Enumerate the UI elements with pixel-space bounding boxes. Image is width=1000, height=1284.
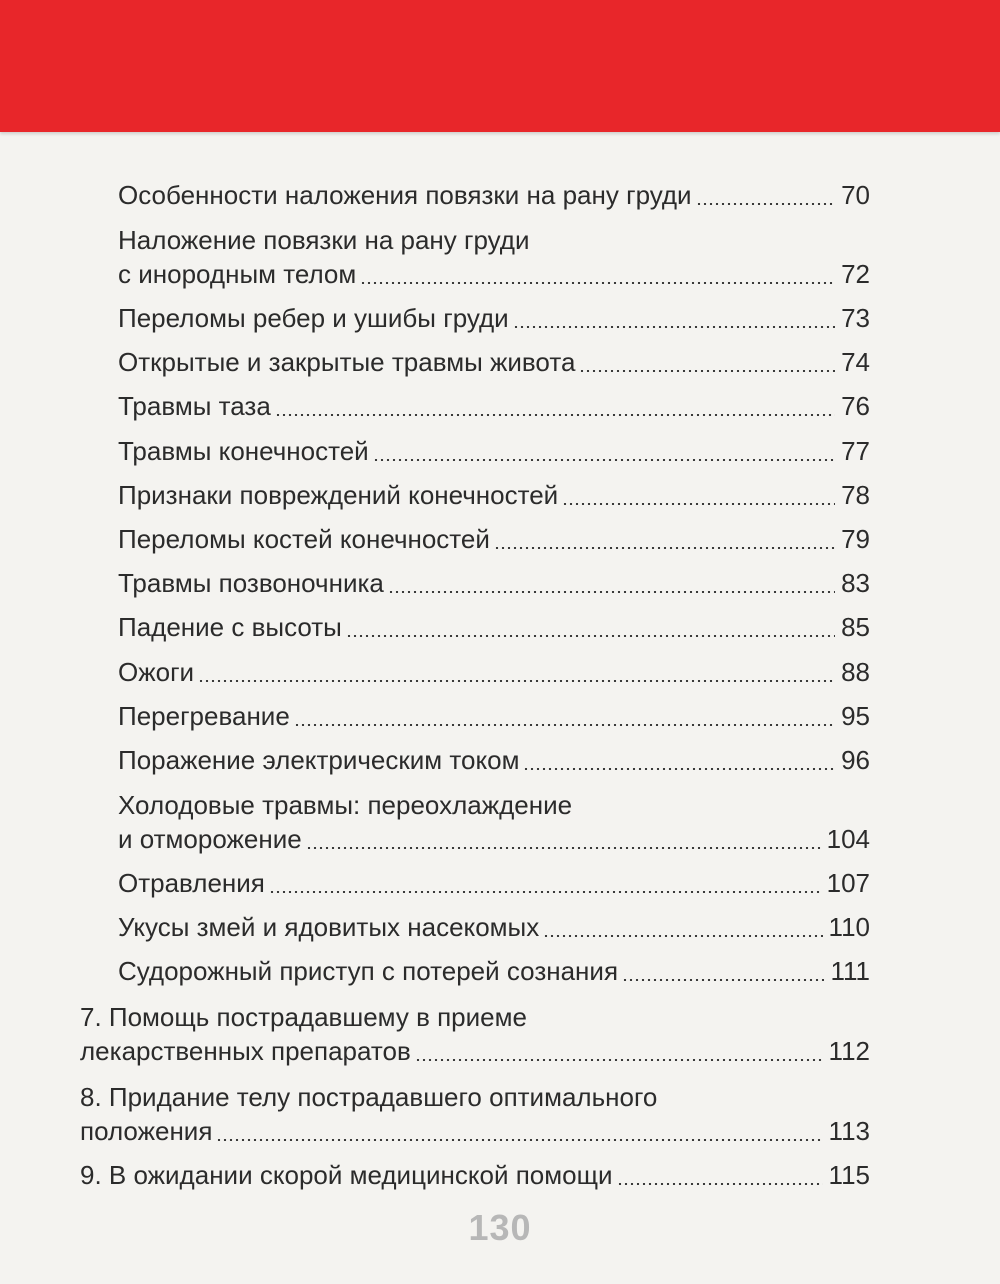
toc-entry[interactable] xyxy=(118,303,870,337)
dot-leader xyxy=(373,459,835,461)
toc-entry-page: 77 xyxy=(841,436,870,466)
toc-entry[interactable] xyxy=(118,524,870,558)
toc-chapter-title: 8. Придание телу пострадавшего оптимального xyxy=(80,1082,658,1112)
toc-entry-title-cont: с инородным телом xyxy=(118,259,357,289)
toc-entry-title: Укусы змей и ядовитых насекомых xyxy=(118,912,540,942)
toc-chapter[interactable] xyxy=(80,1036,870,1070)
toc-entry-title: Переломы костей конечностей xyxy=(118,524,490,554)
dot-leader xyxy=(617,1183,823,1185)
toc-entry-title: Падение с высоты xyxy=(118,612,342,642)
toc-chapter-line1[interactable] xyxy=(80,1082,870,1116)
toc-entry[interactable] xyxy=(118,259,870,293)
toc-entry-page: 74 xyxy=(841,347,870,377)
toc-entry-page: 85 xyxy=(841,612,870,642)
dot-leader xyxy=(388,591,835,593)
toc-entry-title: Травмы таза xyxy=(118,391,271,421)
toc-entry[interactable] xyxy=(118,180,870,214)
toc-entry-title: Признаки повреждений конечностей xyxy=(118,480,559,510)
dot-leader xyxy=(622,979,824,981)
toc-entry-page: 96 xyxy=(841,745,870,775)
dot-leader xyxy=(415,1059,823,1061)
dot-leader xyxy=(306,847,821,849)
toc-entry-title: Перегревание xyxy=(118,701,290,731)
dot-leader xyxy=(346,635,835,637)
toc-chapter[interactable] xyxy=(80,1116,870,1150)
toc-entry[interactable] xyxy=(118,391,870,425)
toc-entry[interactable] xyxy=(118,612,870,646)
toc-entry-page: 110 xyxy=(828,912,870,942)
toc-entry-page: 88 xyxy=(841,657,870,687)
dot-leader xyxy=(696,203,836,205)
toc-entry-title: Судорожный приступ с потерей сознания xyxy=(118,956,619,986)
toc-entry[interactable] xyxy=(118,912,870,946)
toc-entry[interactable] xyxy=(118,868,870,902)
dot-leader xyxy=(543,935,822,937)
toc-chapter-title-cont: положения xyxy=(80,1116,213,1146)
toc-entry-title: Наложение повязки на рану груди xyxy=(118,225,530,255)
toc-entry-page: 78 xyxy=(841,480,870,510)
toc-entry-title: Ожоги xyxy=(118,657,195,687)
toc-entry-title: Особенности наложения повязки на рану груди xyxy=(118,180,692,210)
toc-entry-title: Отравления xyxy=(118,868,265,898)
toc-entry-title: Холодовые травмы: переохлаждение xyxy=(118,790,573,820)
dot-leader xyxy=(494,547,835,549)
toc-chapter-page: 112 xyxy=(828,1036,870,1066)
toc-entry-page: 95 xyxy=(841,701,870,731)
toc-entry-page: 73 xyxy=(841,303,870,333)
dot-leader xyxy=(216,1139,822,1141)
dot-leader xyxy=(513,326,835,328)
toc-entry[interactable] xyxy=(118,657,870,691)
toc-entry-line1[interactable] xyxy=(118,790,870,824)
dot-leader xyxy=(269,891,821,893)
red-header-band xyxy=(0,0,1000,132)
toc-entry-page: 111 xyxy=(830,956,870,986)
dot-leader xyxy=(294,724,835,726)
toc-entry[interactable] xyxy=(118,480,870,514)
toc-entry-title: Травмы конечностей xyxy=(118,436,369,466)
toc-entry[interactable] xyxy=(118,701,870,735)
dot-leader xyxy=(523,768,835,770)
toc-entry-title: Поражение электрическим током xyxy=(118,745,520,775)
toc-entry-page: 104 xyxy=(826,824,870,854)
dot-leader xyxy=(562,503,835,505)
toc-entry-title-cont: и отморожение xyxy=(118,824,302,854)
toc-entry-title: Переломы ребер и ушибы груди xyxy=(118,303,509,333)
toc-entry[interactable] xyxy=(118,436,870,470)
toc-entry-line1[interactable] xyxy=(118,225,870,259)
dot-leader xyxy=(579,370,835,372)
toc-entry-page: 83 xyxy=(841,568,870,598)
toc-entry-page: 79 xyxy=(841,524,870,554)
toc-chapter-page: 115 xyxy=(828,1160,870,1190)
toc-chapter-line1[interactable] xyxy=(80,1002,870,1036)
toc-entry-title: Травмы позвоночника xyxy=(118,568,384,598)
toc-entry[interactable] xyxy=(118,568,870,602)
toc-entry[interactable] xyxy=(118,824,870,858)
toc-chapter-title: 7. Помощь пострадавшему в приеме xyxy=(80,1002,527,1032)
dot-leader xyxy=(198,680,835,682)
toc-entry-page: 107 xyxy=(826,868,870,898)
toc-chapter-title-cont: лекарственных препаратов xyxy=(80,1036,411,1066)
toc-entry[interactable] xyxy=(118,347,870,381)
toc-entry-title: Открытые и закрытые травмы живота xyxy=(118,347,576,377)
page-number: 130 xyxy=(468,1207,532,1248)
toc-entry-page: 72 xyxy=(841,259,870,289)
toc-entry[interactable] xyxy=(118,956,870,990)
toc-entry[interactable] xyxy=(118,745,870,779)
dot-leader xyxy=(360,282,835,284)
toc-chapter[interactable] xyxy=(80,1160,870,1194)
toc-entry-page: 70 xyxy=(841,180,870,210)
toc-entry-page: 76 xyxy=(841,391,870,421)
toc-chapter-title: 9. В ожидании скорой медицинской помощи xyxy=(80,1160,613,1190)
dot-leader xyxy=(275,414,835,416)
toc-chapter-page: 113 xyxy=(828,1116,870,1146)
